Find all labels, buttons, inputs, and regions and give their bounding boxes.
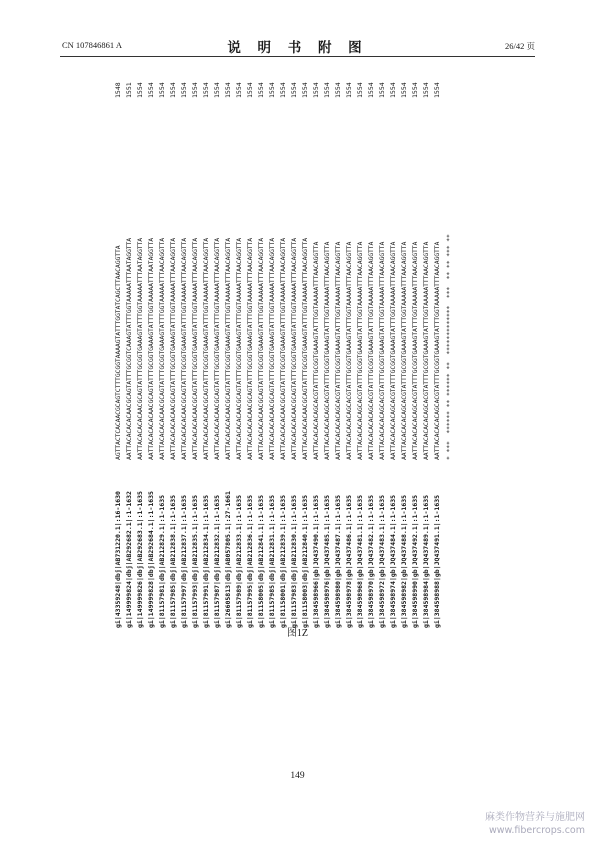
sequence-id: gi|81157993|dbj|AB212835.1|:1-1635	[191, 494, 199, 628]
alignment-row	[256, 68, 267, 628]
figure-caption: 图1Z	[286, 628, 309, 639]
alignment-row	[432, 68, 443, 628]
sequence-id: gi|384598972|gb|JQ437483.1|:1-1635	[378, 494, 386, 628]
header-rule	[60, 56, 535, 57]
alignment-row	[289, 68, 300, 628]
sequence-id: gi|81157989|dbj|AB212833.1|:1-1635	[235, 494, 243, 628]
sequence-id: gi|81158003|dbj|AB212840.1|:1-1635	[301, 494, 309, 628]
alignment-row	[388, 68, 399, 628]
watermark	[485, 808, 585, 836]
alignment-row	[124, 68, 135, 628]
sequence-residues: AATTACACACACAACGCAGTATTTGCGGTGAAAGTATTTGGTAAAAATTTAACAGGTTA	[290, 237, 298, 460]
sequence-residues: AATTACACACACAGCACGTATTTGCGGTGAAAGTATTTGGTAAAAATTTAACAGGTTA	[323, 241, 331, 460]
alignment-row	[344, 68, 355, 628]
sequence-residues: AATTACACACACAACGCAGTATTTGCGGTGAAAGTATTTGGTAAAAATTTAACAGGTTA	[301, 237, 309, 460]
watermark-url: www.fibercrops.com	[488, 825, 585, 836]
alignment-row	[245, 68, 256, 628]
alignment-row	[267, 68, 278, 628]
sequence-end-position: 1554	[257, 82, 265, 98]
sequence-residues: AGTTACTCACAACGCAGTCTTTGCGGTAAAAGTATTTGGTATCAGCTTAACAGGTTA	[114, 245, 122, 460]
sequence-end-position: 1554	[411, 82, 419, 98]
page-of-total: 26/42 页	[505, 41, 535, 51]
sequence-residues: AATTACACACACAACGCAGTATTTGCGGTGAAAGTATTTGGTAAAAATTTAACAGGTTA	[213, 237, 221, 460]
consensus-line: * *** ****** ** ****** ** ************* *** ** ** *** **	[445, 234, 453, 460]
sequence-id: gi|384598966|gb|JQ437490.1|:1-1635	[312, 494, 320, 628]
sequence-end-position: 1554	[202, 82, 210, 98]
patent-number: CN 107846861 A	[62, 40, 122, 50]
alignment-row	[322, 68, 333, 628]
alignment-row	[146, 68, 157, 628]
alignment-row	[421, 68, 432, 628]
sequence-residues: AATTACACACACAGCACGTATTTGCGGTGAAAGTATTTGGTAAAAATTTAACAGGTTA	[334, 241, 342, 460]
alignment-row	[113, 68, 124, 628]
alignment-row	[377, 68, 388, 628]
alignment-row	[311, 68, 322, 628]
sequence-id: gi|81157987|dbj|AB212832.1|:1-1635	[213, 494, 221, 628]
sequence-end-position: 1554	[191, 82, 199, 98]
sequence-id: gi|81157981|dbj|AB212829.1|:1-1635	[158, 494, 166, 628]
sequence-residues: AATTACACACACAGCACGTATTTGCGGTGAAAGTATTTGGTAAAAATTTAACAGGTTA	[345, 241, 353, 460]
alignment-row	[234, 68, 245, 628]
sequence-end-position: 1554	[312, 82, 320, 98]
sequence-end-position: 1554	[389, 82, 397, 98]
sequence-id: gi|81157985|dbj|AB212831.1|:1-1635	[268, 494, 276, 628]
sequence-id: gi|384598990|gb|JQ437492.1|:1-1635	[411, 494, 419, 628]
sequence-id: gi|384598982|gb|JQ437488.1|:1-1635	[400, 494, 408, 628]
sequence-residues: AATTACACACACAACGCAGTATTTGCGGTGAAAGTATTTGGTAAAAATTTAACAGGTTA	[246, 237, 254, 460]
sequence-end-position: 1554	[136, 82, 144, 98]
sequence-end-position: 1548	[114, 82, 122, 98]
sequence-id: gi|149999824|dbj|AB292682.1|:1-1632	[125, 491, 133, 628]
sequence-end-position: 1554	[378, 82, 386, 98]
sequence-end-position: 1554	[246, 82, 254, 98]
sequence-id: gi|149999826|dbj|AB292683.1|:1-1635	[136, 491, 144, 628]
sequence-end-position: 1554	[422, 82, 430, 98]
sequence-id: gi|149999828|dbj|AB292684.1|:1-1635	[147, 491, 155, 628]
alignment-row	[168, 68, 179, 628]
sequence-residues: AATTACACACACAGCACGTATTTGCGGTGAAAGTATTTGGTAAAAATTTAACAGGTTA	[312, 241, 320, 460]
sequence-id: gi|384598988|gb|JQ437491.1|:1-1635	[433, 494, 441, 628]
sequence-residues: AATTACACACACAACGCAGTATTTGCGGTGAAAGTATTTGGTAAAAATTTAACAGGTTA	[169, 237, 177, 460]
alignment-row	[157, 68, 168, 628]
sequence-end-position: 1554	[400, 82, 408, 98]
alignment-row	[190, 68, 201, 628]
section-title: 说 明 书 附 图	[227, 40, 368, 56]
sequence-residues: AATTACACACACAACGCAGTATTTGCGGTGAAAGTATTTGGTAAAAATTTAACAGGTTA	[235, 237, 243, 460]
sequence-id: gi|384598980|gb|JQ437487.1|:1-1635	[334, 494, 342, 628]
sequence-end-position: 1551	[125, 82, 133, 98]
sequence-residues: AATTACACACACAGCACGTATTTGCGGTGAAAGTATTTGGTAAAAATTTAACAGGTTA	[389, 241, 397, 460]
page-number: 149	[290, 771, 305, 781]
sequence-id: gi|81157997|dbj|AB212837.1|:1-1635	[180, 494, 188, 628]
rotated-alignment	[95, 68, 515, 628]
sequence-end-position: 1554	[290, 82, 298, 98]
sequence-end-position: 1554	[158, 82, 166, 98]
alignment-row	[410, 68, 421, 628]
sequence-id: gi|384598974|gb|JQ437484.1|:1-1635	[389, 494, 397, 628]
sequence-id: gi|81157991|dbj|AB212834.1|:1-1635	[202, 494, 210, 628]
sequence-id: gi|384598976|gb|JQ437485.1|:1-1635	[323, 494, 331, 628]
sequence-residues: AATTACACACACAGCACGTATTTGCGGTGAAAGTATTTGGTAAAAATTTAACAGGTTA	[367, 241, 375, 460]
alignment-figure	[95, 68, 515, 628]
page-header	[0, 38, 595, 58]
sequence-end-position: 1554	[279, 82, 287, 98]
alignment-row	[135, 68, 146, 628]
sequence-id: gi|81158005|dbj|AB212841.1|:1-1635	[257, 494, 265, 628]
sequence-residues: AATTACACACACAACGCAGTATTTGCGGTGAAAGTATTTGGTAAAAATTTAACAGGTTA	[158, 237, 166, 460]
alignment-row	[212, 68, 223, 628]
sequence-end-position: 1554	[323, 82, 331, 98]
sequence-end-position: 1554	[235, 82, 243, 98]
alignment-row	[333, 68, 344, 628]
sequence-id: gi|384598968|gb|JQ437481.1|:1-1635	[356, 494, 364, 628]
sequence-id: gi|384598978|gb|JQ437486.1|:1-1635	[345, 494, 353, 628]
sequence-end-position: 1554	[334, 82, 342, 98]
sequence-end-position: 1554	[345, 82, 353, 98]
sequence-residues: AATTACACACACAGCACGTATTTGCGGTGAAAGTATTTGGTAAAAATTTAACAGGTTA	[433, 241, 441, 460]
sequence-id: gi|43359248|dbj|AB731220.1|:16-1630	[114, 491, 122, 628]
sequence-residues: AATTACACACACAGCACGTATTTGCGGTGAAAGTATTTGGTAAAAATTTAACAGGTTA	[378, 241, 386, 460]
watermark-title: 麻类作物营养与施肥网	[485, 812, 585, 823]
sequence-residues: AATTACACACACAACGCAGTATTTGCGGTCAAAGTATTTGGTAAAAATTTAATAGGTTA	[125, 237, 133, 460]
sequence-residues: AATTACACACACAGCACGTATTTGCGGTGAAAGTATTTGGTAAAAATTTAACAGGTTA	[411, 241, 419, 460]
sequence-residues: AATTACACACACAACGCAGTATTTGCGGTGAAAGTATTTGGTAAAAATTTAACAGGTTA	[191, 237, 199, 460]
sequence-residues: AATTACACACACAACGCAGTATTTGCGGTGAAAGTATTTGGTAAAAATTTAACAGGTTA	[257, 237, 265, 460]
alignment-row	[179, 68, 190, 628]
sequence-end-position: 1554	[433, 82, 441, 98]
sequence-end-position: 1554	[169, 82, 177, 98]
sequence-residues: AATTACACACACAACGCAGTATTTGCGGTGAAAGTATTTGGTAAAAATTTAACAGGTTA	[180, 237, 188, 460]
sequence-end-position: 1554	[356, 82, 364, 98]
sequence-residues: AATTACACACACAACGCAGTATTTGCGGTGAAAGTATTTGGTAAAAATTTAACAGGTTA	[279, 237, 287, 460]
sequence-residues: AATTACACACACAGCACGTATTTGCGGTGAAAGTATTTGGTAAAAATTTAACAGGTTA	[400, 241, 408, 460]
sequence-residues: AATTACACACACAACGCAGTATTTGCGGTGAAAGTATTTGGTAAAAATTTAATAGGTTA	[147, 237, 155, 460]
sequence-end-position: 1554	[301, 82, 309, 98]
sequence-id: gi|26605813|dbj|AB057805.1|:27-1661	[224, 491, 232, 628]
sequence-id: gi|81158001|dbj|AB212839.1|:1-1635	[279, 494, 287, 628]
alignment-row	[355, 68, 366, 628]
sequence-residues: AATTACACACACAACGCAGTATTTGCGGTGAAAGTATTTGGTAAAAATTTAACAGGTTA	[202, 237, 210, 460]
sequence-id: gi|384598984|gb|JQ437489.1|:1-1635	[422, 494, 430, 628]
alignment-row	[201, 68, 212, 628]
sequence-id: gi|81157983|dbj|AB212830.1|:1-1635	[290, 494, 298, 628]
alignment-row	[366, 68, 377, 628]
sequence-end-position: 1554	[367, 82, 375, 98]
sequence-residues: AATTACACACACAGCACGTATTTGCGGTGAAAGTATTTGGTAAAAATTTAACAGGTTA	[356, 241, 364, 460]
alignment-row	[278, 68, 289, 628]
sequence-end-position: 1554	[180, 82, 188, 98]
sequence-residues: AATTACACACACAACGCAGTATTTGCGGTGAAAGTATTTGGTAAAAATTTAACAGGTTA	[224, 237, 232, 460]
alignment-row	[399, 68, 410, 628]
alignment-row	[300, 68, 311, 628]
sequence-end-position: 1554	[147, 82, 155, 98]
sequence-end-position: 1554	[224, 82, 232, 98]
sequence-id: gi|81157985|dbj|AB212838.1|:1-1635	[169, 494, 177, 628]
sequence-residues: AATTACACACACAACGCAGTATTTGCGGTGAAAGTATTTGGTAAAAATTTAATAGGTTA	[136, 237, 144, 460]
sequence-id: gi|81157995|dbj|AB212836.1|:1-1635	[246, 494, 254, 628]
sequence-id: gi|384598970|gb|JQ437482.1|:1-1635	[367, 494, 375, 628]
sequence-residues: AATTACACACACAGCACGTATTTGCGGTGAAAGTATTTGGTAAAAATTTAACAGGTTA	[422, 241, 430, 460]
sequence-end-position: 1554	[213, 82, 221, 98]
sequence-residues: AATTACACACACAACGCAGTATTTGCGGTGAAAGTATTTGGTAAAAATTTAACAGGTTA	[268, 237, 276, 460]
alignment-row	[223, 68, 234, 628]
sequence-end-position: 1554	[268, 82, 276, 98]
